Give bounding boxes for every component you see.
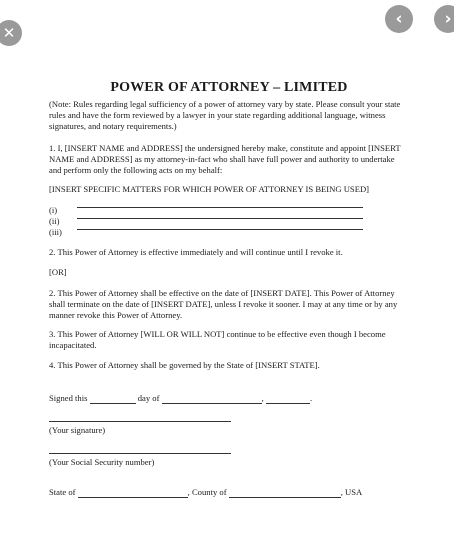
period-text: . xyxy=(309,393,313,403)
close-button[interactable] xyxy=(0,20,22,46)
close-icon: ✕ xyxy=(2,23,16,42)
year-blank xyxy=(266,393,313,404)
signature-line xyxy=(49,421,231,422)
paragraph-2: 2. This Power of Attorney is effective immediately and will continue until I revoke it. xyxy=(49,247,343,257)
signed-this-label: Signed this xyxy=(49,393,88,403)
enum-item-3: (iii) xyxy=(49,227,62,237)
day-of-label: day of xyxy=(137,393,160,403)
or-text: [OR] xyxy=(49,267,67,277)
chevron-right-icon: › xyxy=(444,8,452,29)
enum-item-1: (i) xyxy=(49,205,58,215)
day-blank xyxy=(90,394,136,404)
state-county-line xyxy=(49,487,409,498)
enum-line-3 xyxy=(77,229,363,230)
county-of-label: , County of xyxy=(187,487,227,497)
enum-line-1 xyxy=(77,207,363,208)
month-blank xyxy=(162,394,262,404)
next-button[interactable] xyxy=(434,5,454,33)
specific-matters-text: [INSERT SPECIFIC MATTERS FOR WHICH POWER OF ATTORNEY IS BEING USED] xyxy=(49,184,370,194)
your-signature-label: (Your signature) xyxy=(49,425,106,435)
previous-button[interactable] xyxy=(385,5,413,33)
state-of-label: State of xyxy=(49,487,76,497)
paragraph-1: 1. I, [INSERT NAME and ADDRESS] the undersigned hereby make, constitute and appoint [INSERT NAME and ADDRESS] as my attorney-in-fact who shall have full power and authority to undertake and perform only the following acts on my behalf: xyxy=(49,143,401,175)
usa-label: , USA xyxy=(340,487,363,497)
note-paragraph: (Note: Rules regarding legal sufficiency of a power of attorney vary by state. Please consult your state rules and have the form reviewed by a lawyer in your state regarding additional language, witness signatures, and notary requirements.) xyxy=(49,99,401,131)
signed-line xyxy=(49,393,409,404)
enum-line-2 xyxy=(77,218,363,219)
chevron-left-icon: ‹ xyxy=(395,8,403,29)
ssn-line xyxy=(49,453,231,454)
county-blank xyxy=(229,488,341,498)
paragraph-4: 4. This Power of Attorney shall be governed by the State of [INSERT STATE]. xyxy=(49,360,320,370)
comma-text: , xyxy=(261,393,264,403)
document-title: POWER OF ATTORNEY – LIMITED xyxy=(110,80,348,95)
paragraph-2-alternate: 2. This Power of Attorney shall be effective on the date of [INSERT DATE]. This Power of Attorney shall terminate on the date of [INSERT DATE], unless I revoke it sooner. I may at any time or by any manner revoke this Power of Attorney. xyxy=(49,288,398,320)
paragraph-3: 3. This Power of Attorney [WILL OR WILL NOT] continue to be effective even though I become incapacitated. xyxy=(49,329,386,350)
your-ssn-label: (Your Social Security number) xyxy=(49,457,155,467)
enum-item-2: (ii) xyxy=(49,216,60,226)
state-blank xyxy=(78,488,188,498)
